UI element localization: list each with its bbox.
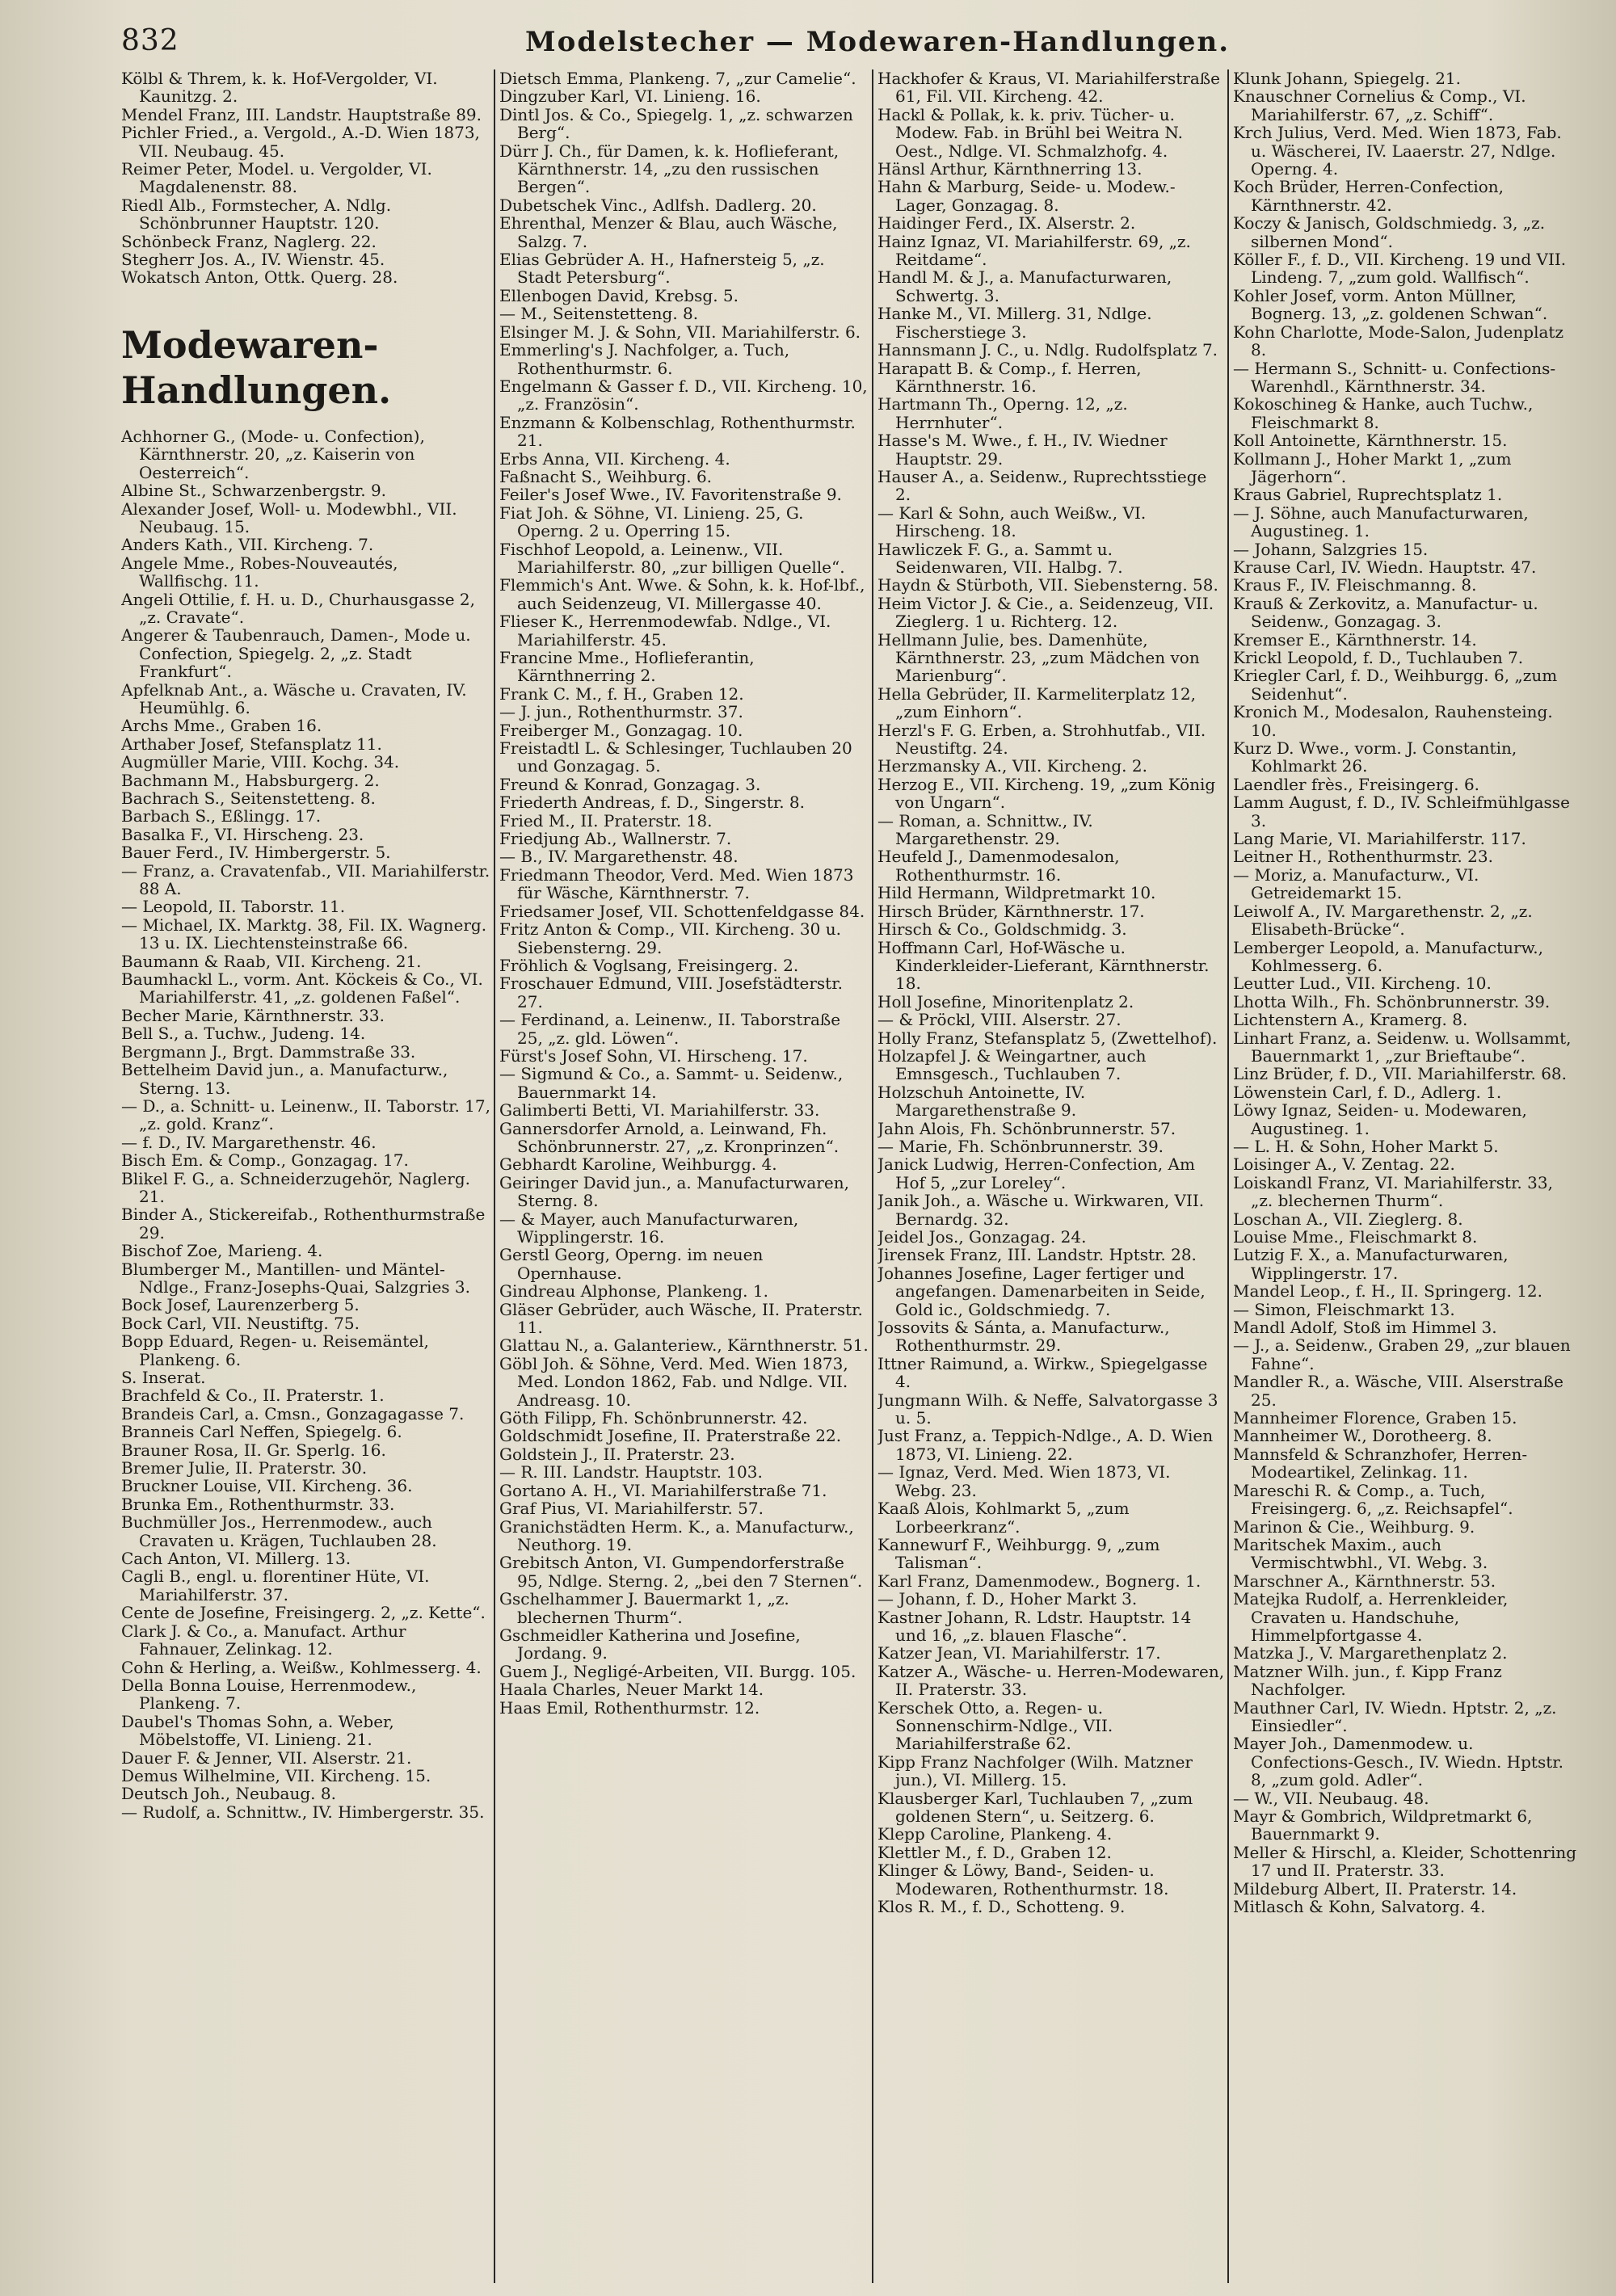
directory-entry: Katzer A., Wäsche- u. Herren-Modewaren, II. Praterstr. 33. <box>877 1661 1225 1700</box>
directory-entry: Friedjung Ab., Wallnerstr. 7. <box>499 829 732 849</box>
directory-entry: Holzschuh Antoinette, IV. Margarethenstraße 9. <box>877 1082 1086 1121</box>
directory-entry: — Karl & Sohn, auch Weißw., VI. Hirscheng. 18. <box>877 503 1147 541</box>
directory-entry: Flieser K., Herrenmodewfab. Ndlge., VI. Mariahilferstr. 45. <box>499 612 831 650</box>
directory-entry: Krause Carl, IV. Wiedn. Hauptstr. 47. <box>1233 557 1537 577</box>
directory-entry: Kastner Johann, R. Ldstr. Hauptstr. 14 und 16, „z. blauen Flasche“. <box>877 1607 1192 1645</box>
directory-entry: — & Pröckl, VIII. Alserstr. 27. <box>877 1010 1122 1030</box>
directory-entry: Ehrenthal, Menzer & Blau, auch Wäsche, Salzg. 7. <box>499 213 838 251</box>
directory-entry: Kurz D. Wwe., vorm. J. Constantin, Kohlmarkt 26. <box>1233 738 1517 776</box>
directory-entry: Dintl Jos. & Co., Spiegelg. 1, „z. schwarzen Berg“. <box>499 104 853 143</box>
directory-entry: Lamm August, f. D., IV. Schleifmühlgasse 3. <box>1233 793 1570 831</box>
directory-entry: — J. jun., Rothenthurmstr. 37. <box>499 702 743 722</box>
directory-entry: Leitner H., Rothenthurmstr. 23. <box>1233 847 1493 867</box>
directory-entry: Heufeld J., Damenmodesalon, Rothenthurmstr. 16. <box>877 847 1120 885</box>
directory-entry: Blikel F. G., a. Schneiderzugehör, Naglerg. 21. <box>121 1168 470 1206</box>
directory-entry: Köller F., f. D., VII. Kircheng. 19 und VII. Lindeng. 7, „zum gold. Wallfisch“. <box>1233 250 1567 288</box>
directory-entry: Frank C. M., f. H., Graben 12. <box>499 683 744 704</box>
directory-entry: Lichtenstern A., Kramerg. 8. <box>1233 1010 1468 1030</box>
directory-entry: — Hermann S., Schnitt- u. Confections-Warenhdl., Kärnthnerstr. 34. <box>1233 358 1556 396</box>
directory-entry: Augmüller Marie, VIII. Kochg. 34. <box>121 752 400 772</box>
directory-entry: S. Inserat. <box>121 1368 206 1387</box>
directory-entry: Just Franz, a. Teppich-Ndlge., A. D. Wien 1873, VI. Linieng. 22. <box>877 1426 1214 1464</box>
directory-entry: Guem J., Negligé-Arbeiten, VII. Burgg. 105. <box>499 1661 856 1681</box>
directory-entry: Göth Filipp, Fh. Schönbrunnerstr. 42. <box>499 1408 808 1428</box>
directory-entry: Fried M., II. Praterstr. 18. <box>499 810 713 831</box>
directory-entry: Kannewurf F., Weihburgg. 9, „zum Talisman“. <box>877 1534 1160 1573</box>
directory-entry: — Rudolf, a. Schnittw., IV. Himbergerstr. 35. <box>121 1802 485 1822</box>
directory-entry: Klepp Caroline, Plankeng. 4. <box>877 1824 1113 1844</box>
directory-entry: Marinon & Cie., Weihburg. 9. <box>1233 1516 1475 1537</box>
directory-entry: Kohler Josef, vorm. Anton Müllner, Bognerg. 13, „z. goldenen Schwan“. <box>1233 285 1548 324</box>
directory-entry: Hartmann Th., Operng. 12, „z. Herrnhuter“. <box>877 394 1128 432</box>
directory-entry: Achhorner G., (Mode- u. Confection), Kärnthnerstr. 20, „z. Kaiserin von Oesterreich“. <box>121 426 425 482</box>
directory-entry: Löwy Ignaz, Seiden- u. Modewaren, Augustineg. 1. <box>1233 1100 1527 1138</box>
directory-entry: Haas Emil, Rothenthurmstr. 12. <box>499 1697 760 1718</box>
directory-entry: Hasse's M. Wwe., f. H., IV. Wiedner Hauptstr. 29. <box>877 431 1168 469</box>
directory-entry: Matzka J., V. Margarethenplatz 2. <box>1233 1643 1508 1663</box>
directory-entry: Erbs Anna, VII. Kircheng. 4. <box>499 448 730 469</box>
directory-entry: Loiskandl Franz, VI. Mariahilferstr. 33, „z. blechernen Thurm“. <box>1233 1172 1553 1211</box>
column-1 <box>121 69 491 2283</box>
directory-entry: Mannheimer W., Dorotheerg. 8. <box>1233 1426 1492 1446</box>
directory-entry: Louise Mme., Fleischmarkt 8. <box>1233 1227 1478 1247</box>
directory-entry: Kohn Charlotte, Mode-Salon, Judenplatz 8. <box>1233 322 1563 360</box>
directory-entry: Löwenstein Carl, f. D., Adlerg. 1. <box>1233 1082 1502 1102</box>
directory-entry: Pichler Fried., a. Vergold., A.-D. Wien 1873, VII. Neubaug. 45. <box>121 123 480 161</box>
directory-entry: — Roman, a. Schnittw., IV. Margarethenstr. 29. <box>877 810 1093 849</box>
directory-entry: Gschmeidler Katherina und Josefine, Jordang. 9. <box>499 1625 801 1663</box>
directory-entry: Loschan A., VII. Zieglerg. 8. <box>1233 1209 1463 1229</box>
directory-entry: Gortano A. H., VI. Mariahilferstraße 71. <box>499 1480 827 1500</box>
directory-entry: Hild Hermann, Wildpretmarkt 10. <box>877 883 1156 903</box>
directory-entry: Schönbeck Franz, Naglerg. 22. <box>121 231 377 251</box>
directory-entry: — & Mayer, auch Manufacturwaren, Wipplingerstr. 16. <box>499 1209 799 1247</box>
directory-entry: Mitlasch & Kohn, Salvatorg. 4. <box>1233 1897 1486 1917</box>
directory-entry: Mayer Joh., Damenmodew. u. Confections-Gesch., IV. Wiedn. Hptstr. 8, „zum gold. Adler“. <box>1233 1734 1563 1790</box>
directory-entry: Katzer Jean, VI. Mariahilferstr. 17. <box>877 1643 1161 1663</box>
directory-entry: Dubetschek Vinc., Adlfsh. Dadlerg. 20. <box>499 195 817 215</box>
directory-entry: Fürst's Josef Sohn, VI. Hirscheng. 17. <box>499 1045 808 1066</box>
directory-entry: Jeidel Jos., Gonzagag. 24. <box>877 1227 1087 1247</box>
directory-entry: Barbach S., Eßlingg. 17. <box>121 806 322 826</box>
directory-entry: Ellenbogen David, Krebsg. 5. <box>499 285 739 305</box>
column-divider <box>872 69 873 2283</box>
running-title: Modelstecher — Modewaren-Handlungen. <box>525 26 1231 58</box>
directory-entry: Engelmann & Gasser f. D., VII. Kircheng. 10, „z. Französin“. <box>499 376 868 414</box>
directory-entry: Stegherr Jos. A., IV. Wienstr. 45. <box>121 250 385 270</box>
directory-entry: — R. III. Landstr. Hauptstr. 103. <box>499 1462 763 1482</box>
directory-entry: Hauser A., a. Seidenw., Ruprechtsstiege 2. <box>877 466 1207 505</box>
directory-entry: — B., IV. Margarethenstr. 48. <box>499 847 739 867</box>
directory-entry: Bauer Ferd., IV. Himbergerstr. 5. <box>121 843 391 863</box>
directory-entry: Goldstein J., II. Praterstr. 23. <box>499 1444 735 1464</box>
directory-entry: Mandel Leop., f. H., II. Springerg. 12. <box>1233 1281 1543 1301</box>
directory-entry: Ittner Raimund, a. Wirkw., Spiegelgasse 4. <box>877 1353 1208 1392</box>
directory-entry: Cach Anton, VI. Millerg. 13. <box>121 1549 351 1569</box>
directory-entry: Laendler frès., Freisingerg. 6. <box>1233 774 1480 794</box>
directory-entry: Marschner A., Kärnthnerstr. 53. <box>1233 1571 1496 1591</box>
directory-entry: Leiwolf A., IV. Margarethenstr. 2, „z. Elisabeth-Brücke“. <box>1233 901 1533 940</box>
directory-entry: Mendel Franz, III. Landstr. Hauptstraße 89. <box>121 104 482 124</box>
directory-entry: Emmerling's J. Nachfolger, a. Tuch, Rothenthurmstr. 6. <box>499 340 790 378</box>
directory-entry: Bachrach S., Seitenstetteng. 8. <box>121 788 376 808</box>
directory-entry: Francine Mme., Hoflieferantin, Kärnthnerring 2. <box>499 648 755 686</box>
directory-entry: Dürr J. Ch., für Damen, k. k. Hoflieferant, Kärnthnerstr. 14, „zu den russischen Bergen“. <box>499 141 840 197</box>
directory-entry: Granichstädten Herm. K., a. Manufacturw., Neuthorg. 19. <box>499 1516 854 1554</box>
directory-entry: — Johann, Salzgries 15. <box>1233 539 1429 559</box>
directory-entry: Bock Josef, Laurenzerberg 5. <box>121 1295 360 1315</box>
directory-entry: — Sigmund & Co., a. Sammt- u. Seidenw., Bauernmarkt 14. <box>499 1064 844 1102</box>
directory-entry: Friedmann Theodor, Verd. Med. Wien 1873 für Wäsche, Kärnthnerstr. 7. <box>499 864 854 903</box>
directory-entry: Krch Julius, Verd. Med. Wien 1873, Fab. u. Wäscherei, IV. Laaerstr. 27, Ndlge. Operng. 4. <box>1233 123 1562 179</box>
directory-entry: Riedl Alb., Formstecher, A. Ndlg. Schönbrunner Hauptstr. 120. <box>121 195 392 233</box>
directory-entry: Freiberger M., Gonzagag. 10. <box>499 720 743 740</box>
directory-entry: Hackl & Pollak, k. k. priv. Tücher- u. Modew. Fab. in Brühl bei Weitra N. Oest., Ndlge. VI. Schmalzhofg. 4. <box>877 104 1183 161</box>
directory-entry: Anders Kath., VII. Kircheng. 7. <box>121 535 374 555</box>
directory-entry: Kölbl & Threm, k. k. Hof-Vergolder, VI. Kaunitzg. 2. <box>121 69 438 107</box>
directory-entry: Lutzig F. X., a. Manufacturwaren, Wipplingerstr. 17. <box>1233 1245 1509 1283</box>
directory-entry: Graf Pius, VI. Mariahilferstr. 57. <box>499 1499 764 1519</box>
directory-entry: Hanke M., VI. Millerg. 31, Ndlge. Fischerstiege 3. <box>877 304 1152 342</box>
directory-entry: Brandeis Carl, a. Cmsn., Gonzagagasse 7. <box>121 1403 465 1423</box>
directory-entry: Brauner Rosa, II. Gr. Sperlg. 16. <box>121 1440 386 1460</box>
directory-entry: Grebitsch Anton, VI. Gumpendorferstraße 95, Ndlge. Sterng. 2, „bei den 7 Sternen“. <box>499 1553 863 1591</box>
directory-entry: Albine St., Schwarzenbergstr. 9. <box>121 481 387 501</box>
directory-entry: Brachfeld & Co., II. Praterstr. 1. <box>121 1386 385 1406</box>
directory-entry: — Leopold, II. Taborstr. 11. <box>121 897 346 917</box>
directory-entry: Bremer Julie, II. Praterstr. 30. <box>121 1458 368 1478</box>
directory-entry: Kraus F., IV. Fleischmanng. 8. <box>1233 575 1477 595</box>
directory-entry: Göbl Joh. & Söhne, Verd. Med. Wien 1873, Med. London 1862, Fab. und Ndlge. VII. Andreasg. 10. <box>499 1353 848 1410</box>
directory-entry: — M., Seitenstetteng. 8. <box>499 304 699 324</box>
directory-entry: Basalka F., VI. Hirscheng. 23. <box>121 824 364 844</box>
directory-entry: Janik Joh., a. Wäsche u. Wirkwaren, VII. Bernardg. 32. <box>877 1191 1205 1229</box>
directory-entry: Klunk Johann, Spiegelg. 21. <box>1233 69 1462 88</box>
directory-entry: Hirsch & Co., Goldschmidg. 3. <box>877 919 1127 940</box>
section-heading: Modewaren-Handlungen. <box>121 322 392 412</box>
directory-entry: Klos R. M., f. D., Schotteng. 9. <box>877 1897 1126 1917</box>
directory-entry: — L. H. & Sohn, Hoher Markt 5. <box>1233 1136 1499 1156</box>
directory-entry: Galimberti Betti, VI. Mariahilferstr. 33. <box>499 1100 820 1121</box>
directory-entry: Koch Brüder, Herren-Confection, Kärnthnerstr. 42. <box>1233 177 1504 215</box>
directory-entry: Matejka Rudolf, a. Herrenkleider, Cravaten u. Handschuhe, Himmelpfortgasse 4. <box>1233 1589 1509 1645</box>
directory-entry: Lemberger Leopold, a. Manufacturw., Kohlmesserg. 6. <box>1233 937 1544 975</box>
directory-entry: Freistadtl L. & Schlesinger, Tuchlauben 20 und Gonzagag. 5. <box>499 738 852 776</box>
directory-entry: Froschauer Edmund, VIII. Josefstädterstr. 27. <box>499 973 843 1011</box>
directory-entry: — J., a. Seidenw., Graben 29, „zur blauen Fahne“. <box>1233 1335 1571 1373</box>
directory-entry: Bopp Eduard, Regen- u. Reisemäntel, Plankeng. 6. <box>121 1331 429 1369</box>
directory-entry: Holl Josefine, Minoritenplatz 2. <box>877 991 1134 1011</box>
directory-entry: Johannes Josefine, Lager fertiger und angefangen. Damenarbeiten in Seide, Gold ic., Goldschmiedg. 7. <box>877 1263 1206 1319</box>
directory-entry: — J. Söhne, auch Manufacturwaren, Augustineg. 1. <box>1233 503 1529 541</box>
directory-entry: Hawliczek F. G., a. Sammt u. Seidenwaren, VII. Halbg. 7. <box>877 539 1123 577</box>
directory-entry: Cente de Josefine, Freisingerg. 2, „z. Kette“. <box>121 1603 486 1623</box>
directory-entry: Lhotta Wilh., Fh. Schönbrunnerstr. 39. <box>1233 991 1551 1011</box>
directory-entry: Elsinger M. J. & Sohn, VII. Mariahilferstr. 6. <box>499 322 861 342</box>
directory-entry: Hainz Ignaz, VI. Mariahilferstr. 69, „z. Reitdame“. <box>877 231 1191 270</box>
directory-entry: Knauschner Cornelius & Comp., VI. Mariahilferstr. 67, „z. Schiff“. <box>1233 86 1526 124</box>
directory-entry: Kerschek Otto, a. Regen- u. Sonnenschirm-Ndlge., VII. Mariahilferstraße 62. <box>877 1697 1113 1754</box>
directory-entry: Flemmich's Ant. Wwe. & Sohn, k. k. Hof-lbf., auch Seidenzeug, VI. Millergasse 40. <box>499 575 865 613</box>
directory-entry: — Michael, IX. Marktg. 38, Fil. IX. Wagnerg. 13 u. IX. Liechtensteinstraße 66. <box>121 915 487 953</box>
directory-entry: Dauer F. & Jenner, VII. Alserstr. 21. <box>121 1747 412 1768</box>
directory-entry: — f. D., IV. Margarethenstr. 46. <box>121 1132 377 1152</box>
directory-entry: Meller & Hirschl, a. Kleider, Schottenring 17 und II. Praterstr. 33. <box>1233 1842 1577 1881</box>
column-2 <box>499 69 869 2283</box>
directory-entry: Haala Charles, Neuer Markt 14. <box>499 1680 764 1700</box>
directory-entry: Faßnacht S., Weihburg. 6. <box>499 466 713 486</box>
column-divider <box>1227 69 1229 2283</box>
directory-entry: Klausberger Karl, Tuchlauben 7, „zum goldenen Stern“, u. Seitzerg. 6. <box>877 1788 1193 1826</box>
directory-entry: Alexander Josef, Woll- u. Modewbhl., VII. Neubaug. 15. <box>121 498 457 536</box>
directory-entry: Mandler R., a. Wäsche, VIII. Alserstraße 25. <box>1233 1372 1563 1410</box>
directory-entry: Hellmann Julie, bes. Damenhüte, Kärnthnerstr. 23, „zum Mädchen von Marienburg“. <box>877 629 1200 686</box>
directory-entry: Hänsl Arthur, Kärnthnerring 13. <box>877 159 1143 179</box>
directory-entry: Gschelhammer J. Bauermarkt 1, „z. blechernen Thurm“. <box>499 1589 789 1627</box>
directory-entry: Fröhlich & Voglsang, Freisingerg. 2. <box>499 955 799 975</box>
directory-entry: Gläser Gebrüder, auch Wäsche, II. Praterstr. 11. <box>499 1299 863 1338</box>
directory-entry: Hackhofer & Kraus, VI. Mariahilferstraße 61, Fil. VII. Kircheng. 42. <box>877 69 1221 107</box>
column-divider <box>494 69 495 2283</box>
directory-entry: Loisinger A., V. Zentag. 22. <box>1233 1154 1455 1175</box>
directory-entry: Jirensek Franz, III. Landstr. Hptstr. 28. <box>877 1245 1197 1265</box>
directory-entry: — D., a. Schnitt- u. Leinenw., II. Taborstr. 17, „z. gold. Kranz“. <box>121 1095 490 1134</box>
directory-entry: Arthaber Josef, Stefansplatz 11. <box>121 734 382 754</box>
directory-entry: Klettler M., f. D., Graben 12. <box>877 1842 1112 1862</box>
directory-entry: Friederth Andreas, f. D., Singerstr. 8. <box>499 793 806 813</box>
directory-entry: Holly Franz, Stefansplatz 5, (Zwettelhof). <box>877 1028 1218 1048</box>
column-4 <box>1233 69 1579 2283</box>
directory-entry: Gerstl Georg, Operng. im neuen Opernhause. <box>499 1245 764 1283</box>
directory-entry: Herzl's F. G. Erben, a. Strohhutfab., VII. Neustiftg. 24. <box>877 720 1206 759</box>
directory-entry: Mandl Adolf, Stoß im Himmel 3. <box>1233 1318 1497 1338</box>
directory-entry: Binder A., Stickereifab., Rothenthurmstraße 29. <box>121 1205 486 1243</box>
directory-entry: Klinger & Löwy, Band-, Seiden- u. Modewaren, Rothenthurmstr. 18. <box>877 1861 1169 1899</box>
directory-entry: Bergmann J., Brgt. Dammstraße 33. <box>121 1041 416 1062</box>
directory-entry: Fritz Anton & Comp., VII. Kircheng. 30 u. Siebensterng. 29. <box>499 919 841 957</box>
directory-entry: — Marie, Fh. Schönbrunnerstr. 39. <box>877 1136 1164 1156</box>
directory-entry: Wokatsch Anton, Ottk. Querg. 28. <box>121 267 398 288</box>
directory-entry: Baumann & Raab, VII. Kircheng. 21. <box>121 951 422 971</box>
directory-entry: Hahn & Marburg, Seide- u. Modew.-Lager, Gonzagag. 8. <box>877 177 1176 215</box>
directory-entry: Jungmann Wilh. & Neffe, Salvatorgasse 3 u. 5. <box>877 1390 1218 1428</box>
directory-entry: Apfelknab Ant., a. Wäsche u. Cravaten, IV. Heumühlg. 6. <box>121 679 467 717</box>
directory-entry: Jossovits & Sánta, a. Manufacturw., Rothenthurmstr. 29. <box>877 1318 1170 1356</box>
directory-entry: Linhart Franz, a. Seidenw. u. Wollsammt, Bauernmarkt 1, „zur Brieftaube“. <box>1233 1028 1572 1066</box>
directory-entry: Hannsmann J. C., u. Ndlg. Rudolfsplatz 7. <box>877 340 1218 360</box>
directory-entry: Archs Mme., Graben 16. <box>121 716 322 736</box>
directory-entry: Buchmüller Jos., Herrenmodew., auch Cravaten u. Krägen, Tuchlauben 28. <box>121 1512 437 1550</box>
directory-entry: Hirsch Brüder, Kärnthnerstr. 17. <box>877 901 1145 921</box>
directory-entry: Koczy & Janisch, Goldschmiedg. 3, „z. silbernen Mond“. <box>1233 213 1546 251</box>
directory-entry: Haidinger Ferd., IX. Alserstr. 2. <box>877 213 1136 233</box>
directory-entry: Leutter Lud., VII. Kircheng. 10. <box>1233 973 1492 994</box>
directory-entry: Kriegler Carl, f. D., Weihburgg. 6, „zum Seidenhut“. <box>1233 666 1558 704</box>
directory-entry: Glattau N., a. Galanteriew., Kärnthnerstr. 51. <box>499 1335 869 1356</box>
directory-entry: Krickl Leopold, f. D., Tuchlauben 7. <box>1233 648 1524 667</box>
directory-entry: — Ignaz, Verd. Med. Wien 1873, VI. Webg. 23. <box>877 1462 1171 1500</box>
directory-entry: Fischhof Leopold, a. Leinenw., VII. Mariahilferstr. 80, „zur billigen Quelle“. <box>499 539 845 577</box>
directory-entry: Kokoschineg & Hanke, auch Tuchw., Fleischmarkt 8. <box>1233 394 1534 432</box>
directory-entry: Herzmansky A., VII. Kircheng. 2. <box>877 756 1147 776</box>
directory-entry: Feiler's Josef Wwe., IV. Favoritenstraße 9. <box>499 485 842 505</box>
directory-entry: — W., VII. Neubaug. 48. <box>1233 1788 1429 1808</box>
directory-entry: Maritschek Maxim., auch Vermischtwbhl., VI. Webg. 3. <box>1233 1534 1488 1573</box>
directory-entry: Fiat Joh. & Söhne, VI. Linieng. 25, G. Operng. 2 u. Operring 15. <box>499 503 804 541</box>
directory-entry: — Simon, Fleischmarkt 13. <box>1233 1299 1455 1319</box>
directory-entry: Goldschmidt Josefine, II. Praterstraße 22. <box>499 1426 842 1446</box>
directory-entry: Cohn & Herling, a. Weißw., Kohlmesserg. 4. <box>121 1657 482 1677</box>
directory-entry: Bettelheim David jun., a. Manufacturw., Sterng. 13. <box>121 1060 448 1098</box>
directory-entry: Reimer Peter, Model. u. Vergolder, VI. Magdalenenstr. 88. <box>121 159 432 197</box>
page-number: 832 <box>121 24 179 57</box>
directory-entry: Bisch Em. & Comp., Gonzagag. 17. <box>121 1150 409 1171</box>
directory-entry: Mildeburg Albert, II. Praterstr. 14. <box>1233 1878 1517 1899</box>
directory-entry: Enzmann & Kolbenschlag, Rothenthurmstr. 21. <box>499 412 856 451</box>
directory-entry: Heim Victor J. & Cie., a. Seidenzeug, VII. Zieglerg. 1 u. Richterg. 12. <box>877 593 1214 632</box>
directory-entry: Kremser E., Kärnthnerstr. 14. <box>1233 629 1477 650</box>
directory-entry: Mauthner Carl, IV. Wiedn. Hptstr. 2, „z. Einsiedler“. <box>1233 1697 1557 1735</box>
directory-entry: Brunka Em., Rothenthurmstr. 33. <box>121 1494 395 1514</box>
directory-entry: Bruckner Louise, VII. Kircheng. 36. <box>121 1476 413 1496</box>
directory-entry: Angele Mme., Robes-Nouveautés, Wallfischg. 11. <box>121 553 398 591</box>
directory-entry: Daubel's Thomas Sohn, a. Weber, Möbelstoffe, VI. Linieng. 21. <box>121 1711 394 1750</box>
directory-entry: Elias Gebrüder A. H., Hafnersteig 5, „z. Stadt Petersburg“. <box>499 250 825 288</box>
directory-entry: Herzog E., VII. Kircheng. 19, „zum König von Ungarn“. <box>877 774 1216 813</box>
directory-entry: Mayr & Gombrich, Wildpretmarkt 6, Bauernmarkt 9. <box>1233 1806 1533 1844</box>
directory-entry: Blumberger M., Mantillen- und Mäntel-Ndlge., Franz-Josephs-Quai, Salzgries 3. <box>121 1259 470 1297</box>
directory-entry: Kollmann J., Hoher Markt 1, „zum Jägerhorn“. <box>1233 448 1512 486</box>
directory-entry: Kaaß Alois, Kohlmarkt 5, „zum Lorbeerkranz“. <box>877 1499 1130 1537</box>
directory-entry: Hella Gebrüder, II. Karmeliterplatz 12, „zum Einhorn“. <box>877 683 1196 722</box>
directory-entry: Bischof Zoe, Marieng. 4. <box>121 1241 323 1261</box>
directory-entry: Mannheimer Florence, Graben 15. <box>1233 1408 1517 1428</box>
directory-entry: Cagli B., engl. u. florentiner Hüte, VI. Mariahilferstr. 37. <box>121 1566 430 1604</box>
directory-entry: Koll Antoinette, Kärnthnerstr. 15. <box>1233 431 1508 451</box>
directory-entry: Becher Marie, Kärnthnerstr. 33. <box>121 1005 385 1025</box>
page-header <box>121 24 1559 63</box>
directory-entry: Bock Carl, VII. Neustiftg. 75. <box>121 1313 360 1333</box>
directory-entry: Angeli Ottilie, f. H. u. D., Churhausgasse 2, „z. Cravate“. <box>121 589 475 627</box>
directory-entry: — Moriz, a. Manufacturw., VI. Getreidemarkt 15. <box>1233 864 1479 903</box>
directory-entry: — Ferdinand, a. Leinenw., II. Taborstraße 25, „z. gld. Löwen“. <box>499 1010 841 1048</box>
directory-entry: Geiringer David jun., a. Manufacturwaren, Sterng. 8. <box>499 1172 849 1211</box>
directory-entry: Mannsfeld & Schranzhofer, Herren-Modeartikel, Zelinkag. 11. <box>1233 1444 1528 1482</box>
directory-entry: Holzapfel J. & Weingartner, auch Emnsgesch., Tuchlauben 7. <box>877 1045 1147 1084</box>
directory-entry: Kraus Gabriel, Ruprechtsplatz 1. <box>1233 485 1503 505</box>
directory-entry: Hoffmann Carl, Hof-Wäsche u. Kinderkleider-Lieferant, Kärnthnerstr. 18. <box>877 937 1210 994</box>
directory-entry: Bell S., a. Tuchw., Judeng. 14. <box>121 1024 366 1044</box>
column-3 <box>877 69 1225 2283</box>
directory-entry: Lang Marie, VI. Mariahilferstr. 117. <box>1233 829 1526 849</box>
directory-entry: Clark J. & Co., a. Manufact. Arthur Fahnauer, Zelinkag. 12. <box>121 1621 406 1659</box>
directory-entry: Handl M. & J., a. Manufacturwaren, Schwertg. 3. <box>877 267 1172 305</box>
directory-entry: Gindreau Alphonse, Plankeng. 1. <box>499 1281 768 1301</box>
directory-entry: Karl Franz, Damenmodew., Bognerg. 1. <box>877 1571 1201 1591</box>
directory-entry: Dietsch Emma, Plankeng. 7, „zur Camelie“. <box>499 69 856 88</box>
directory-entry: Deutsch Joh., Neubaug. 8. <box>121 1784 336 1804</box>
directory-entry: — Johann, f. D., Hoher Markt 3. <box>877 1589 1138 1609</box>
directory-entry: Matzner Wilh. jun., f. Kipp Franz Nachfolger. <box>1233 1661 1502 1700</box>
directory-entry: Bachmann M., Habsburgerg. 2. <box>121 770 380 790</box>
directory-entry: Friedsamer Josef, VII. Schottenfeldgasse 84. <box>499 901 865 921</box>
directory-entry: Jahn Alois, Fh. Schönbrunnerstr. 57. <box>877 1118 1176 1138</box>
directory-entry: Harapatt B. & Comp., f. Herren, Kärnthnerstr. 16. <box>877 358 1142 396</box>
directory-entry: Branneis Carl Neffen, Spiegelg. 6. <box>121 1422 402 1442</box>
directory-entry: Gebhardt Karoline, Weihburgg. 4. <box>499 1154 777 1175</box>
directory-entry: Linz Brüder, f. D., VII. Mariahilferstr. 68. <box>1233 1064 1568 1084</box>
directory-entry: Freund & Konrad, Gonzagag. 3. <box>499 774 761 794</box>
directory-entry: Krauß & Zerkovitz, a. Manufactur- u. Seidenw., Gonzagag. 3. <box>1233 593 1538 632</box>
directory-entry: Janick Ludwig, Herren-Confection, Am Hof 5, „zur Loreley“. <box>877 1154 1195 1192</box>
directory-entry: Haydn & Stürboth, VII. Siebensterng. 58. <box>877 575 1218 595</box>
directory-entry: Baumhackl L., vorm. Ant. Köckeis & Co., VI. Mariahilferstr. 41, „z. goldenen Faßel“. <box>121 969 483 1007</box>
directory-entry: Gannersdorfer Arnold, a. Leinwand, Fh. Schönbrunnerstr. 27, „z. Kronprinzen“. <box>499 1118 840 1156</box>
directory-entry: Della Bonna Louise, Herrenmodew., Plankeng. 7. <box>121 1675 417 1714</box>
directory-entry: Angerer & Taubenrauch, Damen-, Mode u. Confection, Spiegelg. 2, „z. Stadt Frankfurt“. <box>121 625 471 682</box>
directory-entry: Kipp Franz Nachfolger (Wilh. Matzner jun.), VI. Millerg. 15. <box>877 1751 1193 1790</box>
directory-entry: Mareschi R. & Comp., a. Tuch, Freisingerg. 6, „z. Reichsapfel“. <box>1233 1480 1513 1519</box>
directory-entry: Dingzuber Karl, VI. Linieng. 16. <box>499 86 761 107</box>
directory-entry: — Franz, a. Cravatenfab., VII. Mariahilferstr. 88 A. <box>121 860 490 899</box>
directory-entry: Kronich M., Modesalon, Rauhensteing. 10. <box>1233 702 1553 740</box>
directory-entry: Demus Wilhelmine, VII. Kircheng. 15. <box>121 1765 431 1785</box>
